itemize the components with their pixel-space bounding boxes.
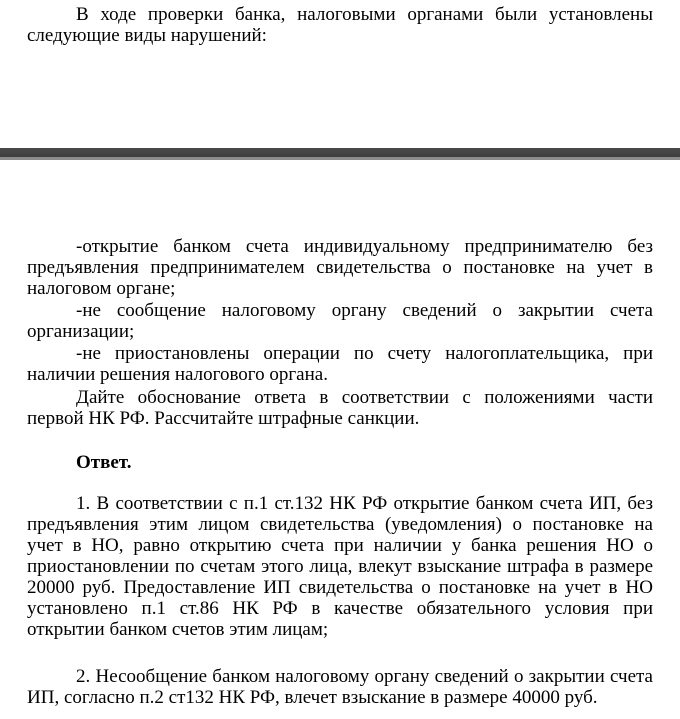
task-paragraph: Дайте обоснование ответа в соответствии с положениями части первой НК РФ. Рассчитайте штрафные санкции.: [27, 387, 653, 429]
document-page-1: [0, 0, 680, 148]
answer-heading: Ответ.: [76, 452, 132, 473]
violation-2-paragraph: -не сообщение налоговому органу сведений о закрытии счета организации;: [27, 300, 653, 342]
intro-paragraph: В ходе проверки банка, налоговыми органами были установлены следующие виды нарушений:: [27, 4, 653, 46]
violation-3-paragraph: -не приостановлены операции по счету налогоплательщика, при наличии решения налогового органа.: [27, 343, 653, 385]
violation-1-paragraph: -открытие банком счета индивидуальному предпринимателю без предъявления предпринимателем свидетельства о постановке на учет в налоговом органе;: [27, 236, 653, 299]
answer-2-paragraph: 2. Несообщение банком налоговому органу сведений о закрытии счета ИП, согласно п.2 ст132 НК РФ, влечет взыскание в размере 40000 руб.: [27, 666, 653, 708]
page-separator: [0, 148, 680, 160]
document-page-2: [0, 160, 680, 719]
answer-1-paragraph: 1. В соответствии с п.1 ст.132 НК РФ открытие банком счета ИП, без предъявления этим лицом свидетельства (уведомления) о постановке на учет в НО, равно открытию счета при наличии у банка решения НО о приостановлении по счетам этого лица, влекут взыскание штрафа в размере 20000 руб. Предоставление ИП свидетельства о постановке на учет в НО установлено п.1 ст.86 НК РФ в качестве обязательного условия при открытии банком счетов этим лицам;: [27, 493, 653, 640]
